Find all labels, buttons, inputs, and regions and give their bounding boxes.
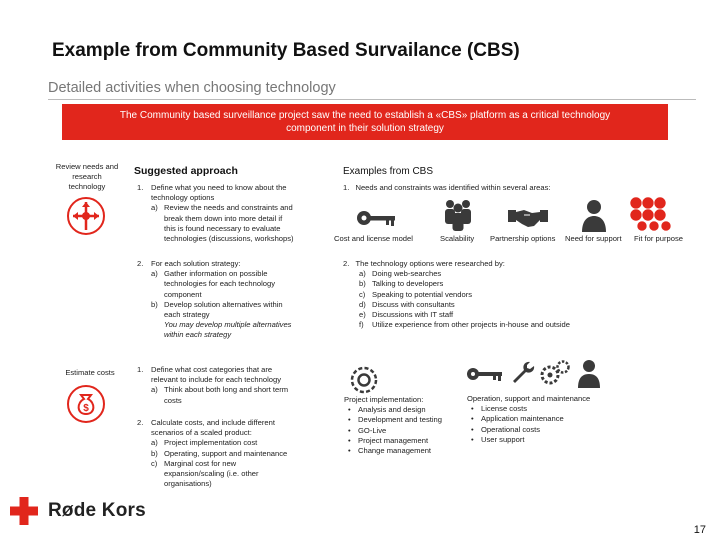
list-item: • User support (469, 435, 617, 445)
group-icon (442, 198, 474, 232)
page-subtitle: Detailed activities when choosing technology (48, 80, 336, 96)
operation-costs (467, 394, 617, 445)
page-title: Example from Community Based Survailance (CBS) (52, 40, 520, 61)
implementation-heading: Project implementation: (344, 395, 424, 404)
list-item: • Operational costs (469, 425, 617, 435)
icon-label-partnership: Partnership options (490, 234, 556, 243)
examples-step-2: 2. The technology options were researched by: a) Doing web-searches b) Talking to developers c) Speaking to potential vendors d) Discuss with consultants e) Discussions with IT staff f) Utilize experience from other projects in-house and outside (343, 259, 673, 330)
review-label: Review needs and research technology (55, 162, 119, 192)
banner-line-1: The Community based surveillance project saw the need to establish a «CBS» platform as a critical technology (119, 110, 611, 121)
list-item: • Analysis and design (346, 405, 464, 415)
approach-step-1: 1. Define what you need to know about the technology options a) Review the needs and constraints and break them down into more detail if this is found necessary to evaluate technologies (discussions, workshops) (137, 183, 294, 244)
gears-icon (540, 360, 570, 386)
research-item: b) Talking to developers (359, 279, 444, 289)
key-icon (356, 204, 398, 232)
handshake-icon (508, 204, 548, 230)
research-item: e) Discussions with IT staff (359, 310, 454, 320)
research-list (343, 269, 673, 330)
red-cross-logo-icon (10, 497, 38, 525)
list-item: • Application maintenance (469, 414, 617, 424)
approach-step-2: 2. For each solution strategy: a) Gather information on possible technologies for each technology component b) Develop solution alternatives within each strategy You may develop multiple alternatives within each strategy (137, 259, 292, 340)
examples-step-1: 1. Needs and constraints was identified within several areas: (343, 183, 551, 192)
icon-label-support: Need for support (565, 234, 622, 243)
examples-heading: Examples from CBS (343, 166, 434, 177)
list-item: • Project management (346, 436, 464, 446)
wrench-icon (510, 360, 536, 386)
money-bag-icon (66, 384, 106, 424)
list-item: • Development and testing (346, 415, 464, 425)
research-item: a) Doing web-searches (359, 269, 442, 279)
organization-logo-text: Røde Kors (48, 500, 146, 521)
header-divider (48, 99, 696, 100)
puzzle-icon (628, 196, 672, 232)
svg-text:$: $ (83, 403, 89, 414)
directions-icon (66, 196, 106, 236)
icon-label-cost: Cost and license model (334, 234, 413, 243)
list-item: • License costs (469, 404, 617, 414)
operation-list (467, 404, 617, 445)
key-icon (466, 362, 504, 386)
research-item: f) Utilize experience from other projects in-house and outside (359, 320, 570, 330)
cost-step-2: 2. Calculate costs, and include different scenarios of a scaled product: a) Project implementation cost b) Operating, support and maintenance c) Marginal cost for new expansion/scaling (i.e. other organisations) (137, 418, 288, 489)
implementation-list (344, 405, 464, 456)
person-icon (580, 198, 608, 232)
person-icon (577, 358, 601, 388)
summary-banner (62, 104, 668, 140)
implementation-costs (344, 395, 464, 456)
operation-heading: Operation, support and maintenance (467, 394, 591, 403)
list-item: • Change management (346, 446, 464, 456)
list-item: • GO-Live (346, 426, 464, 436)
research-item: d) Discuss with consultants (359, 299, 455, 309)
estimate-label: Estimate costs (65, 368, 115, 377)
approach-heading: Suggested approach (134, 165, 238, 177)
icon-label-scalability: Scalability (440, 234, 475, 243)
gear-icon (350, 366, 378, 394)
page-number: 17 (693, 524, 706, 536)
cost-step-1: 1. Define what cost categories that are relevant to include for each technology a) Think about both long and short term costs (137, 365, 289, 405)
banner-line-2: component in their solution strategy (286, 123, 444, 134)
icon-label-fit: Fit for purpose (634, 234, 683, 243)
research-item: c) Speaking to potential vendors (359, 289, 473, 299)
